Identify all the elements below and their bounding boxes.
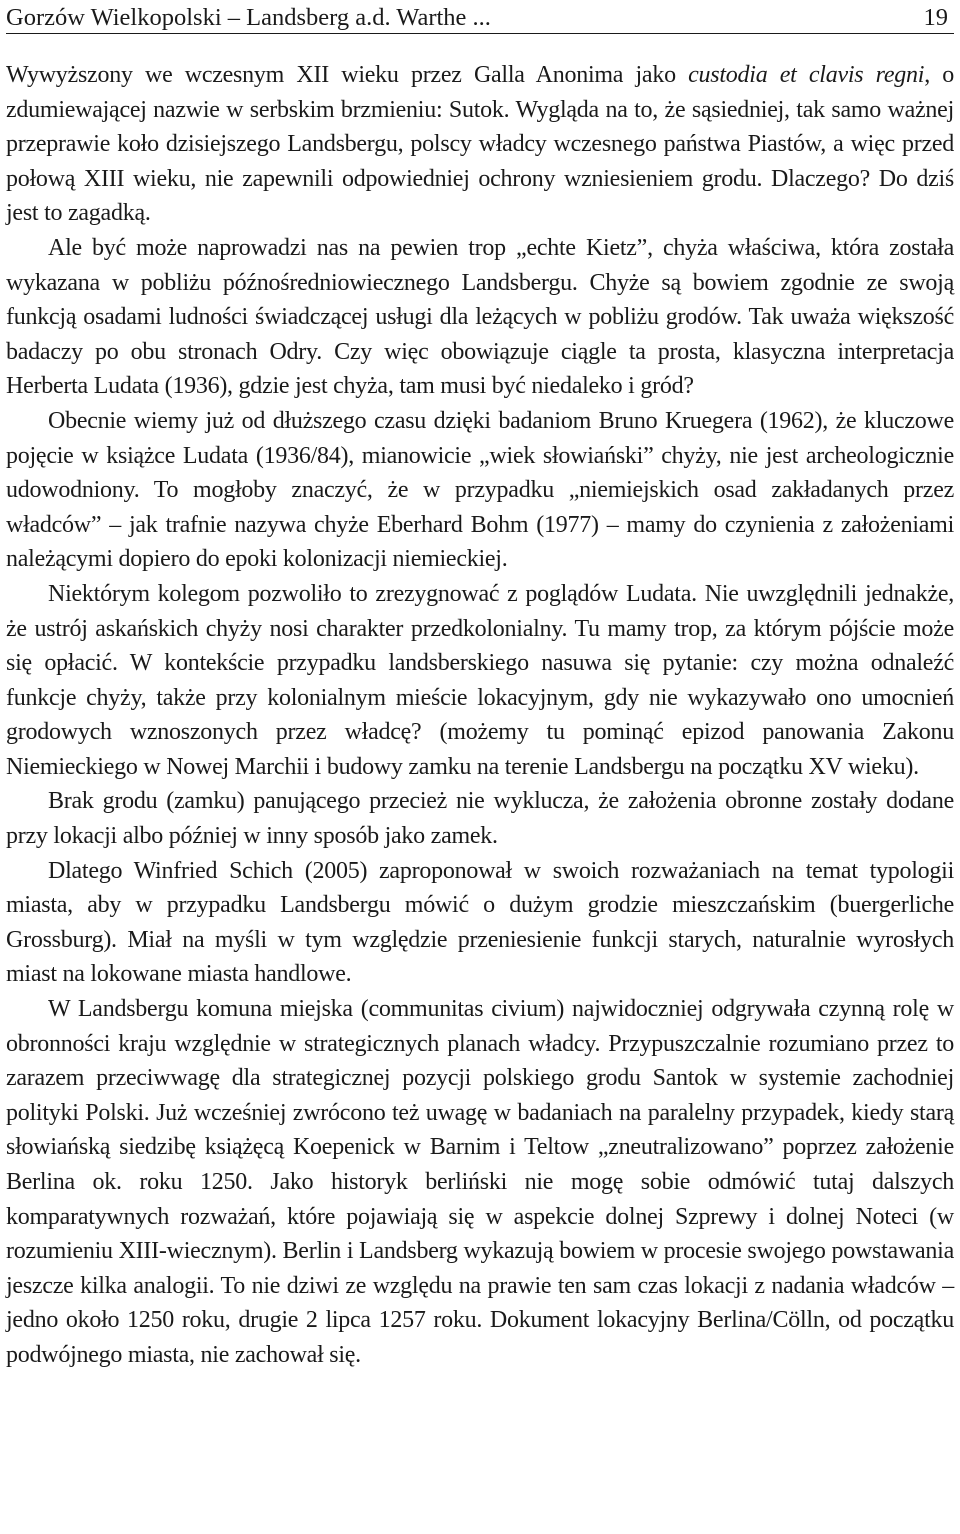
paragraph: Obecnie wiemy już od dłuższego czasu dzięki badaniom Bruno Kruegera (1962), że kluczowe pojęcie w książce Ludata (1936/84), mianowicie „wiek słowiański” chyży, nie jest archeologicznie udowodniony. To mogłoby znaczyć, że w przypadku „niemiejskich osad zakładanych przez władców” – jak trafnie nazywa chyże Eberhard Bohm (1977) – mamy do czynienia z założeniami należącymi dopiero do epoki kolonizacji niemieckiej. xyxy=(6,407,954,573)
body-text xyxy=(6,58,954,1373)
paragraph: Dlatego Winfried Schich (2005) zaproponował w swoich rozważaniach na temat typologii miasta, aby w przypadku Landsbergu mówić o dużym grodzie mieszczańskim (buergerliche Grossburg). Miał na myśli w tym względzie przeniesienie funkcji starych, naturalnie wyrosłych miast na lokowane miasta handlowe. xyxy=(6,857,954,988)
paragraph: Niektórym kolegom pozwoliło to zrezygnować z poglądów Ludata. Nie uwzględnili jednakże, że ustrój askańskich chyży nosi charakter przedkolonialny. Tu mamy trop, za którym pójście może się opłacić. W kontekście przypadku landsberskiego nasuwa się pytanie: czy można odnaleźć funkcje chyży, także przy kolonialnym mieście lokacyjnym, gdy nie wykazywało ono umocnień grodowych wznoszonych przez władcę? (możemy tu pominąć epizod panowania Zakonu Niemieckiego w Nowej Marchii i budowy zamku na terenie Landsbergu na początku XV wieku). xyxy=(6,580,954,780)
header-title: Gorzów Wielkopolski – Landsberg a.d. Warthe ... xyxy=(6,4,491,31)
paragraph: Brak grodu (zamku) panującego przecież nie wyklucza, że założenia obronne zostały dodane przy lokacji albo później w inny sposób jako zamek. xyxy=(6,788,954,850)
latin-phrase: custodia et clavis regni xyxy=(688,62,925,88)
paragraph: Ale być może naprowadzi nas na pewien trop „echte Kietz”, chyża właściwa, która została wykazana w pobliżu późnośredniowiecznego Landsbergu. Chyże są bowiem zgodnie ze swoją funkcją osadami ludności świadczącej usługi dla leżących w pobliżu grodów. Tak uważa większość badaczy po obu stronach Odry. Czy więc obowiązuje ciągle ta prosta, klasyczna interpretacja Herberta Ludata (1936), gdzie jest chyża, tam musi być niedaleko i gród? xyxy=(6,234,954,400)
page-number: 19 xyxy=(923,4,948,31)
running-header xyxy=(6,0,954,34)
paragraph: W Landsbergu komuna miejska (communitas civium) najwidoczniej odgrywała czynną rolę w obronności kraju względnie w strategicznych planach władcy. Przypuszczalnie rozumiano przez to zarazem przeciwwagę dla strategicznej pozycji polskiego grodu Santok w systemie zachodniej polityki Polski. Już wcześniej zwrócono też uwagę w badaniach na paralelny przypadek, kiedy starą słowiańską siedzibę książęcą Koepenick w Barnim i Teltow „zneutralizowano” poprzez założenie Berlina ok. roku 1250. Jako historyk berliński nie mogę sobie odmówić tutaj dalszych komparatywnych rozważań, które pojawiają się w aspekcie dolnej Szprewy i dolnej Noteci (w rozumieniu XIII-wiecznym). Berlin i Landsberg wykazują bowiem w procesie swojego powstawania jeszcze kilka analogii. To nie dziwi ze względu na prawie ten sam czas lokacji z nadania władców – jedno około 1250 roku, drugie 2 lipca 1257 roku. Dokument lokacyjny Berlina/Cölln, od początku podwójnego miasta, nie zachował się. xyxy=(6,996,954,1368)
paragraph: Wywyższony we wczesnym XII wieku przez Galla Anonima jako custodia et clavis regni, o zdumiewającej nazwie w serbskim brzmieniu: Sutok. Wygląda na to, że sąsiedniej, tak samo ważnej przeprawie koło dzisiejszego Landsbergu, polscy władcy wczesnego państwa Piastów, a więc przed połową XIII wieku, nie zapewnili odpowiedniej ochrony wzniesieniem grodu. Dlaczego? Do dziś jest to zagadką. xyxy=(6,62,955,227)
